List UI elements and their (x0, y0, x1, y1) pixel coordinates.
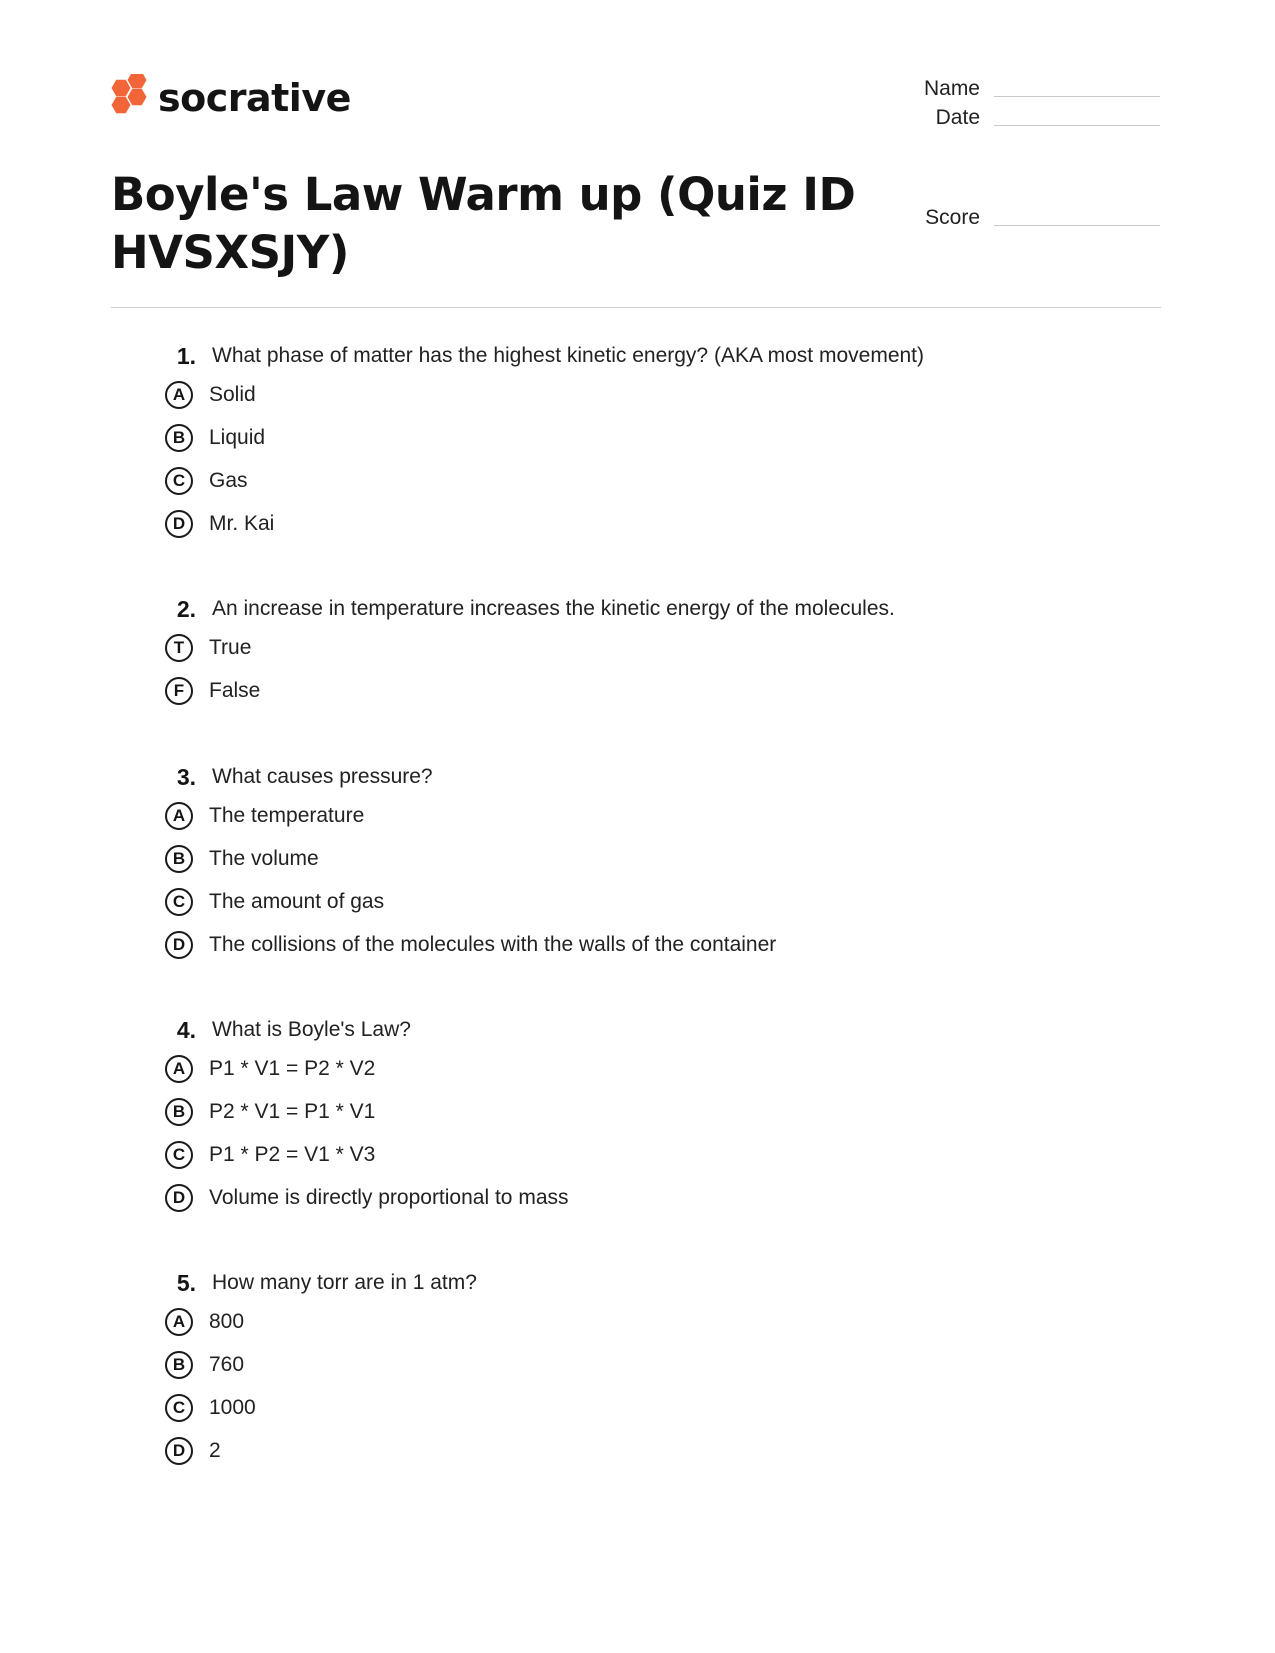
option-bubble[interactable]: A (165, 802, 193, 830)
question-number: 2. (176, 595, 196, 622)
option-text: Gas (209, 469, 248, 492)
option-bubble[interactable]: C (165, 1394, 193, 1422)
option-text: 1000 (209, 1396, 256, 1419)
name-label: Name (923, 77, 980, 100)
question-text: An increase in temperature increases the kinetic energy of the molecules. (212, 597, 895, 620)
option-bubble[interactable]: A (165, 1308, 193, 1336)
option-b[interactable] (165, 1096, 1165, 1128)
option-a[interactable] (165, 379, 1165, 411)
option-text: 2 (209, 1439, 221, 1462)
date-label: Date (935, 106, 980, 129)
option-text: The collisions of the molecules with the walls of the container (209, 933, 777, 956)
question-1 (165, 341, 1165, 540)
option-d[interactable] (165, 508, 1165, 540)
option-c[interactable] (165, 1139, 1165, 1171)
option-bubble[interactable]: D (165, 1184, 193, 1212)
brand-name: socrative (158, 76, 351, 120)
option-b[interactable] (165, 843, 1165, 875)
option-bubble[interactable]: D (165, 1437, 193, 1465)
option-true[interactable] (165, 632, 1165, 664)
question-number: 4. (176, 1016, 196, 1043)
score-label: Score (925, 206, 980, 229)
page-title: Boyle's Law Warm up (Quiz ID HVSXSJY) (111, 168, 856, 279)
option-c[interactable] (165, 886, 1165, 918)
option-bubble[interactable]: C (165, 467, 193, 495)
option-text: The volume (209, 847, 319, 870)
option-text: P2 * V1 = P1 * V1 (209, 1100, 376, 1123)
option-text: The amount of gas (209, 890, 385, 913)
option-text: The temperature (209, 804, 365, 827)
score-field (880, 207, 1160, 228)
option-text: 760 (209, 1353, 245, 1376)
option-text: True (209, 636, 252, 659)
option-d[interactable] (165, 1435, 1165, 1467)
socrative-logo (111, 73, 351, 123)
question-text: What is Boyle's Law? (212, 1018, 411, 1041)
option-text: Solid (209, 383, 256, 406)
question-text: What phase of matter has the highest kinetic energy? (AKA most movement) (212, 344, 925, 367)
option-text: Mr. Kai (209, 512, 275, 535)
option-text: Volume is directly proportional to mass (209, 1186, 569, 1209)
option-d[interactable] (165, 929, 1165, 961)
question-text: What causes pressure? (212, 765, 433, 788)
option-text: P1 * V1 = P2 * V2 (209, 1057, 376, 1080)
option-bubble[interactable]: B (165, 845, 193, 873)
option-text: False (209, 679, 261, 702)
option-bubble[interactable]: C (165, 888, 193, 916)
option-bubble[interactable]: F (165, 677, 193, 705)
option-false[interactable] (165, 675, 1165, 707)
question-2 (165, 594, 1165, 707)
option-bubble[interactable]: A (165, 1055, 193, 1083)
date-field (880, 107, 1160, 128)
name-field (880, 78, 1160, 99)
option-bubble[interactable]: B (165, 424, 193, 452)
question-text: How many torr are in 1 atm? (212, 1271, 477, 1294)
date-blank-line (994, 125, 1160, 126)
option-a[interactable] (165, 1053, 1165, 1085)
option-text: Liquid (209, 426, 266, 449)
name-blank-line (994, 96, 1160, 97)
option-c[interactable] (165, 465, 1165, 497)
option-text: 800 (209, 1310, 245, 1333)
option-a[interactable] (165, 800, 1165, 832)
option-bubble[interactable]: B (165, 1351, 193, 1379)
question-3 (165, 762, 1165, 961)
question-number: 1. (176, 342, 196, 369)
question-5 (165, 1268, 1165, 1467)
option-bubble[interactable]: D (165, 931, 193, 959)
option-bubble[interactable]: B (165, 1098, 193, 1126)
socrative-hexagon-icon (111, 74, 148, 122)
question-number: 3. (176, 763, 196, 790)
question-number: 5. (176, 1269, 196, 1296)
option-c[interactable] (165, 1392, 1165, 1424)
option-d[interactable] (165, 1182, 1165, 1214)
option-b[interactable] (165, 1349, 1165, 1381)
option-bubble[interactable]: T (165, 634, 193, 662)
option-b[interactable] (165, 422, 1165, 454)
option-text: P1 * P2 = V1 * V3 (209, 1143, 376, 1166)
score-blank-line (994, 225, 1160, 226)
option-bubble[interactable]: A (165, 381, 193, 409)
option-bubble[interactable]: C (165, 1141, 193, 1169)
option-bubble[interactable]: D (165, 510, 193, 538)
option-a[interactable] (165, 1306, 1165, 1338)
header-divider (111, 307, 1161, 308)
question-4 (165, 1015, 1165, 1214)
